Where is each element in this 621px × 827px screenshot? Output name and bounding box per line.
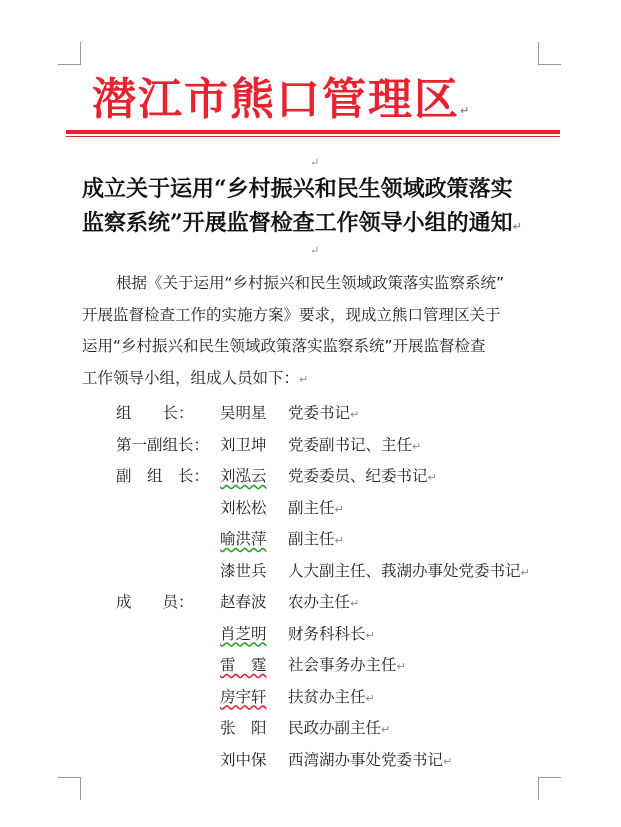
member-post: 人大副主任、莪湖办事处党委书记↵	[288, 561, 530, 580]
paragraph-mark: ↵	[396, 660, 406, 673]
member-post: 民政办副主任↵	[288, 719, 391, 737]
member-name: 刘松松	[220, 498, 267, 517]
member-row	[116, 398, 556, 430]
member-name: 刘泓云	[220, 467, 267, 485]
paragraph-mark: ↵	[427, 471, 437, 484]
member-name: 漆世兵	[220, 561, 267, 580]
member-role: 第一副组长：	[116, 435, 210, 454]
body-line-1: 根据《关于运用“乡村振兴和民生领域政策落实监察系统”	[116, 274, 505, 292]
member-row	[116, 587, 556, 619]
member-role: 组 长：	[116, 404, 194, 422]
member-post: 西湾湖办事处党委书记↵	[288, 750, 453, 769]
member-row	[116, 650, 556, 682]
body-line-3: 运用“乡村振兴和民生领域政策落实监察系统”开展监督检查	[82, 337, 486, 355]
body-line-4: 工作领导小组，组成人员如下：↵	[82, 368, 309, 387]
member-name: 房宇轩	[220, 687, 267, 706]
member-row	[116, 713, 556, 745]
member-row	[116, 682, 556, 714]
member-name: 雷 霆	[220, 656, 267, 674]
header-rule-thick	[66, 130, 560, 134]
page-corner-bottom-right	[538, 777, 561, 800]
page-corner-bottom-left	[58, 777, 81, 800]
member-list	[116, 398, 556, 776]
member-row	[116, 556, 556, 588]
member-post: 党委副书记、主任↵	[288, 435, 422, 454]
page-corner-top-left	[58, 42, 81, 65]
page-corner-top-right	[538, 42, 561, 65]
member-name: 刘卫坤	[220, 435, 267, 454]
member-name: 赵春波	[220, 593, 267, 611]
member-row	[116, 461, 556, 493]
member-post: 党委委员、纪委书记↵	[288, 467, 437, 485]
paragraph-mark: ↵	[350, 597, 360, 610]
paragraph-mark: ↵	[443, 754, 453, 768]
paragraph-mark: ↵	[512, 220, 522, 233]
member-post: 扶贫办主任↵	[288, 687, 375, 706]
member-name: 张 阳	[220, 719, 267, 737]
member-row	[116, 493, 556, 525]
paragraph-mark: ↵	[520, 565, 530, 579]
paragraph-mark: ↵	[350, 408, 360, 421]
body-line-2: 开展监督检查工作的实施方案》要求，现成立熊口管理区关于	[82, 305, 501, 324]
member-role: 副 组 长：	[116, 467, 210, 485]
header-title-text: 潜江市熊口管理区	[92, 74, 460, 125]
document-title	[82, 172, 552, 244]
member-row	[116, 524, 556, 556]
red-header-title	[92, 74, 532, 137]
member-row	[116, 430, 556, 462]
title-line-2: 监察系统”开展监督检查工作领导小组的通知↵	[82, 210, 522, 236]
member-name: 吴明星	[220, 404, 267, 422]
member-post: 农办主任↵	[288, 593, 360, 611]
paragraph-mark: ↵	[299, 372, 309, 386]
paragraph-mark: ↵	[412, 439, 422, 453]
paragraph-mark: ↵	[334, 502, 344, 516]
title-line-1: 成立关于运用“乡村振兴和民生领域政策落实	[82, 176, 513, 202]
header-rule-thin	[66, 136, 560, 137]
member-name: 肖芝明	[220, 624, 267, 643]
paragraph-mark: ↵	[460, 104, 472, 117]
paragraph-mark: ↵	[365, 691, 375, 705]
member-post: 党委书记↵	[288, 404, 360, 422]
member-post: 副主任↵	[288, 530, 344, 548]
member-post: 财务科科长↵	[288, 624, 375, 643]
member-role: 成 员：	[116, 593, 194, 611]
member-post: 副主任↵	[288, 498, 344, 517]
member-row	[116, 745, 556, 777]
paragraph-mark: ↵	[334, 534, 344, 547]
member-name: 刘中保	[220, 750, 267, 769]
member-post: 社会事务办主任↵	[288, 656, 406, 674]
body-paragraph	[82, 268, 552, 395]
paragraph-mark: ↵	[310, 156, 320, 169]
member-name: 喻洪萍	[220, 530, 267, 548]
paragraph-mark: ↵	[310, 244, 320, 257]
paragraph-mark: ↵	[365, 628, 375, 642]
member-row	[116, 619, 556, 651]
paragraph-mark: ↵	[381, 723, 391, 736]
